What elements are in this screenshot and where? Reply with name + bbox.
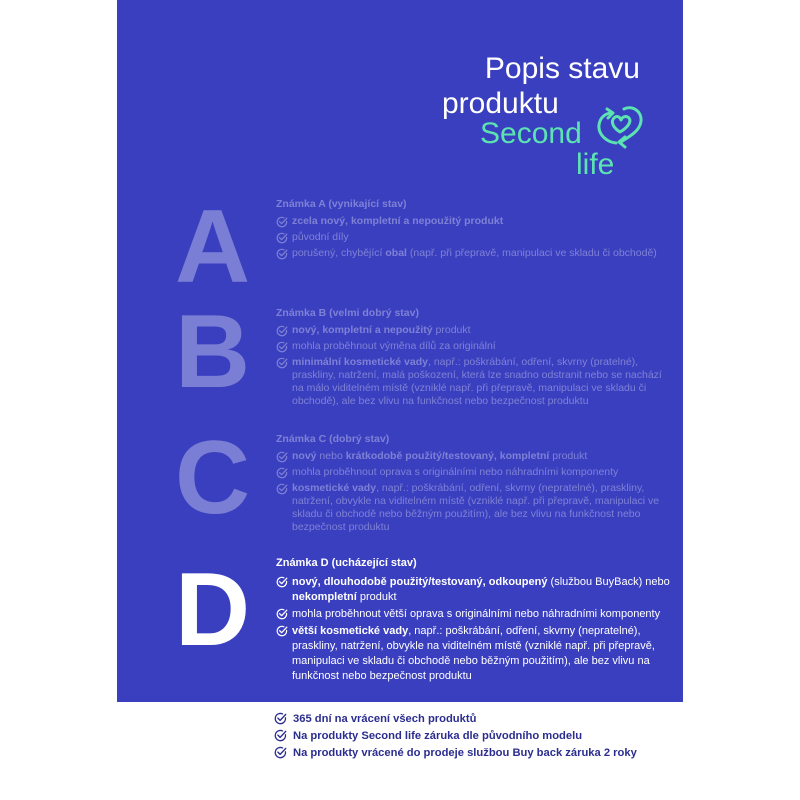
grade-letter-a: A	[175, 189, 251, 305]
criterion-text: mohla proběhnout oprava s originálními nebo náhradními komponenty	[292, 466, 619, 478]
grade-criterion	[276, 247, 671, 260]
grade-title: Známka B (velmi dobrý stav)	[276, 307, 419, 319]
benefit-item	[274, 711, 714, 727]
grade-letter-b: B	[175, 294, 251, 410]
grade-b-section	[276, 307, 671, 411]
grade-criterion	[276, 450, 671, 463]
grade-letter-c: C	[175, 420, 251, 536]
criterion-text: produkt	[432, 324, 471, 336]
blue-panel	[117, 0, 683, 702]
grade-criterion	[276, 575, 671, 605]
criterion-text: zcela nový, kompletní a nepoužitý produkt	[292, 215, 504, 227]
grade-d-section	[276, 556, 671, 686]
grade-criterion	[276, 466, 671, 479]
check-circle-icon	[274, 729, 287, 742]
criterion-text: porušený, chybějící	[292, 247, 386, 259]
criterion-text: nebo	[316, 450, 346, 462]
grade-criterion	[276, 624, 671, 684]
grade-criterion	[276, 231, 671, 244]
check-circle-icon	[276, 325, 288, 337]
benefit-item	[274, 745, 714, 761]
grade-title: Známka C (dobrý stav)	[276, 433, 390, 445]
criterion-text: (službou BuyBack) nebo	[547, 576, 670, 588]
benefit-text: Na produkty Second life záruka dle původního modelu	[293, 730, 583, 742]
criterion-text: nový	[292, 450, 317, 462]
grade-criterion	[276, 356, 671, 408]
check-circle-icon	[274, 712, 287, 725]
check-circle-icon	[276, 608, 288, 620]
benefit-text: 365 dní na vrácení všech produktů	[293, 713, 477, 725]
criterion-text: nový, dlouhodobě použitý/testovaný, odkoupený	[292, 576, 548, 588]
grade-criterion	[276, 607, 671, 622]
brand-name-line-2: life	[576, 148, 615, 181]
grade-c-section	[276, 433, 671, 537]
benefit-text: Na produkty vrácené do prodeje službou Buy back záruka 2 roky	[293, 747, 637, 759]
grade-criterion	[276, 482, 671, 534]
grade-a-section	[276, 198, 671, 263]
page-title-line-2: produktu	[442, 87, 559, 120]
criterion-text: , např.: poškrábání, odření, skvrny (nepratelné), praskliny, natržení, obvykle na viditelném místě (vzniklé např. při přepravě, manipulaci ve skladu či obchodě nebo běžným použitím), ale bez vlivu na funkčnost nebo bezpečnost produktu	[292, 482, 660, 533]
check-circle-icon	[276, 483, 288, 495]
check-circle-icon	[274, 746, 287, 759]
check-circle-icon	[276, 232, 288, 244]
criterion-text: mohla proběhnout výměna dílů za originální	[292, 340, 496, 352]
criterion-text: minimální kosmetické vady	[292, 356, 428, 368]
grade-title: Známka A (vynikající stav)	[276, 198, 407, 210]
check-circle-icon	[276, 216, 288, 228]
check-circle-icon	[276, 451, 288, 463]
benefit-item	[274, 728, 714, 744]
criterion-text: , např.: poškrábání, odření, skvrny (nepratelné), praskliny, natržení, obvykle na viditelném místě (vzniklé např. při přepravě, manipulaci ve skladu či obchodě nebo běžným použitím), ale bez vlivu na funkčnost nebo bezpečnost produktu	[292, 625, 655, 682]
criterion-text: produkt	[356, 591, 397, 603]
check-circle-icon	[276, 625, 288, 637]
criterion-text: (např. při přepravě, manipulaci ve skladu či obchodě)	[406, 247, 657, 259]
grade-letter-d: D	[175, 552, 251, 668]
criterion-text: produkt	[549, 450, 588, 462]
check-circle-icon	[276, 357, 288, 369]
criterion-text: nekompletní	[292, 591, 357, 603]
grade-criterion	[276, 324, 671, 337]
page-title-line-1: Popis stavu	[484, 52, 640, 85]
check-circle-icon	[276, 576, 288, 588]
grade-criterion	[276, 340, 671, 353]
benefits-list	[274, 711, 714, 762]
criterion-text: krátkodobě použitý/testovaný, kompletní	[345, 450, 550, 462]
grade-criterion	[276, 215, 671, 228]
check-circle-icon	[276, 467, 288, 479]
criterion-text: mohla proběhnout větší oprava s originálními nebo náhradními komponenty	[292, 608, 661, 620]
check-circle-icon	[276, 341, 288, 353]
criterion-text: , např.: poškrábání, odření, skvrny (pratelné), praskliny, natržení, malá poškození, která lze snadno odstranit nebo se nachází na málo viditelném místě (vzniklé např. při přepravě, manipulaci ve skladu či obchodě), ale bez vlivu na funkčnost nebo bezpečnost produktu	[292, 356, 662, 407]
check-circle-icon	[276, 248, 288, 260]
criterion-text: původní díly	[292, 231, 349, 243]
criterion-text: větší kosmetické vady	[292, 625, 409, 637]
grade-title: Známka D (ucházející stav)	[276, 557, 417, 569]
criterion-text: nový, kompletní a nepoužitý	[292, 324, 433, 336]
brand-name-line-1: Second	[480, 117, 582, 150]
criterion-text: kosmetické vady	[292, 482, 377, 494]
criterion-text: obal	[385, 247, 407, 259]
heart-recycle-icon	[594, 103, 646, 151]
